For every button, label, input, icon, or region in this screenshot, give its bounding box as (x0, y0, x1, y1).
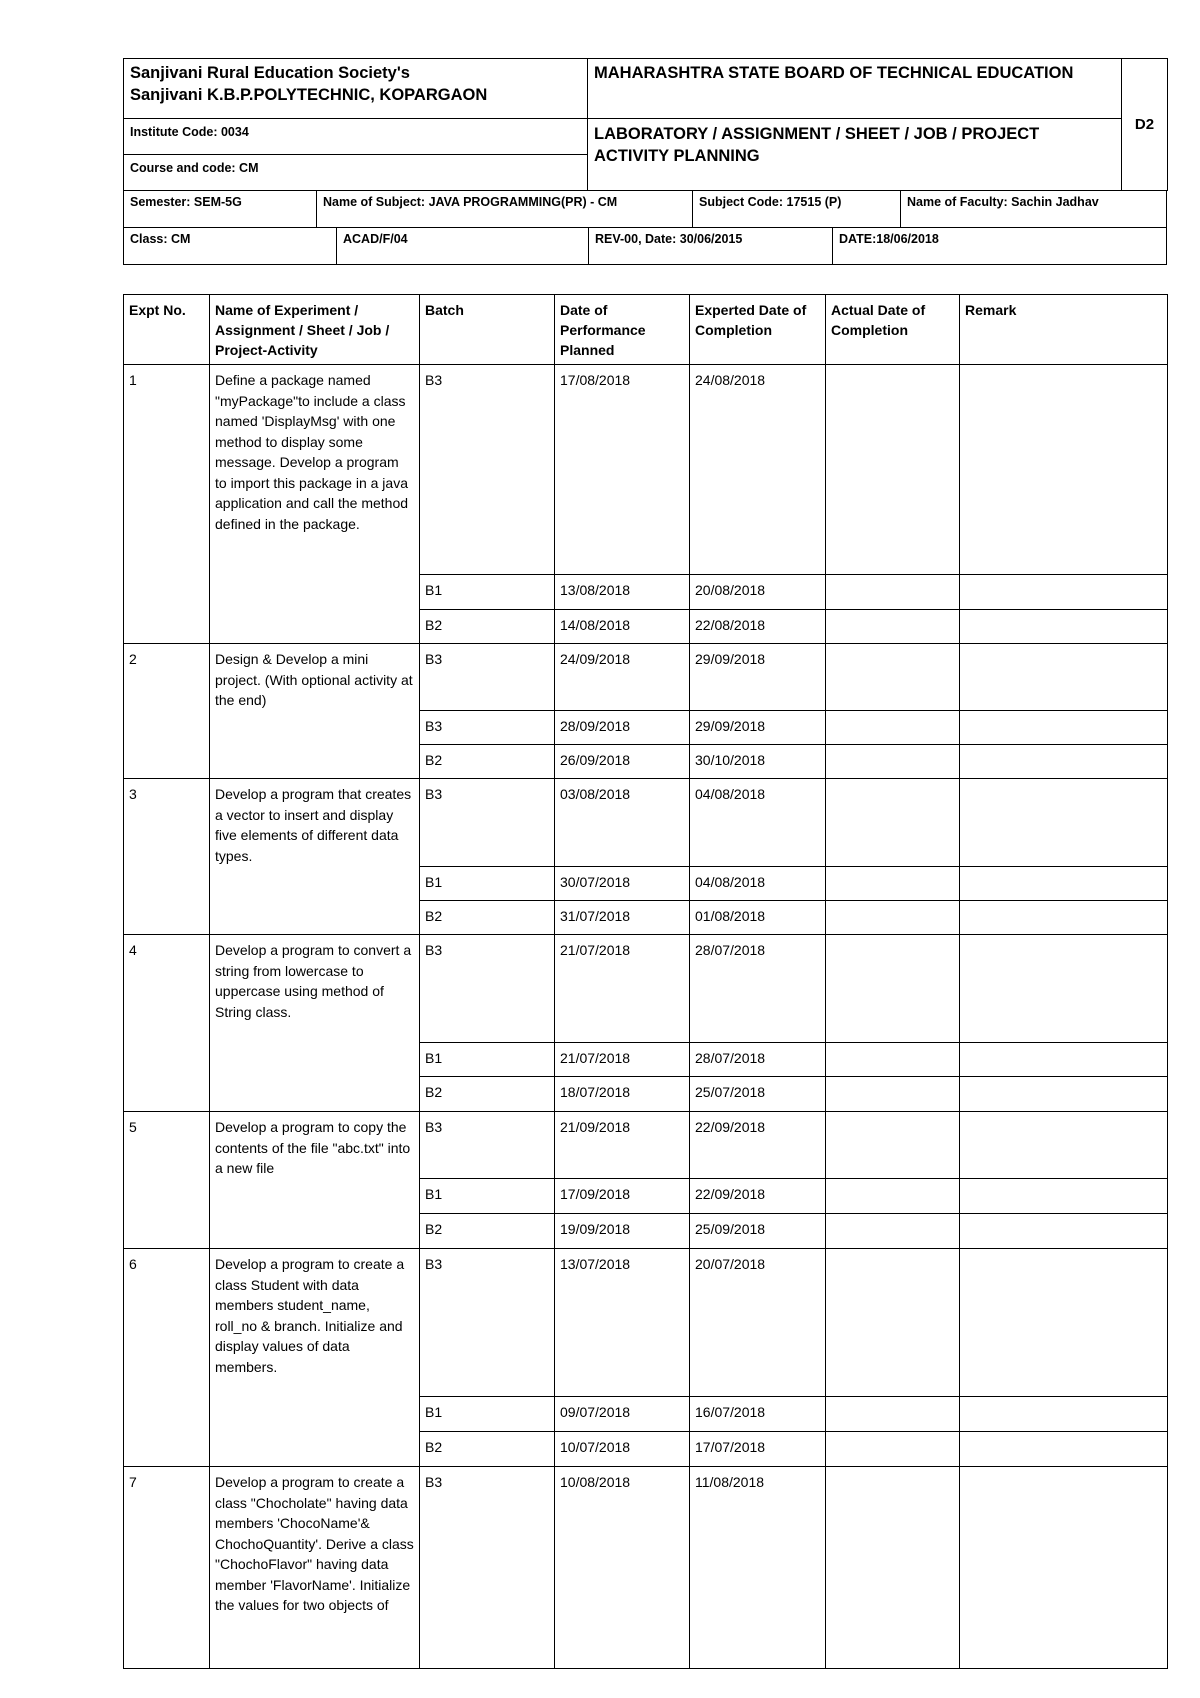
actual-date (826, 1249, 960, 1397)
actual-date (826, 365, 960, 575)
remark (960, 1214, 1168, 1249)
actual-date (826, 1112, 960, 1179)
board-name: MAHARASHTRA STATE BOARD OF TECHNICAL EDUCATION (594, 64, 1074, 82)
expected-date: 29/09/2018 (690, 711, 826, 745)
header-expt-no: Expt No. (124, 295, 210, 365)
actual-date (826, 779, 960, 867)
expected-date: 20/08/2018 (690, 575, 826, 610)
experiment-name: Design & Develop a mini project. (With optional activity at the end) (210, 644, 420, 779)
board-cell (588, 59, 1122, 119)
batch: B3 (420, 935, 555, 1043)
remark (960, 867, 1168, 901)
subject-name: Name of Subject: JAVA PROGRAMMING(PR) - CM (316, 191, 692, 227)
date-planned: 14/08/2018 (555, 610, 690, 644)
actual-date (826, 901, 960, 935)
expected-date: 28/07/2018 (690, 935, 826, 1043)
course-code: Course and code: CM (124, 155, 588, 191)
remark (960, 711, 1168, 745)
batch: B3 (420, 644, 555, 711)
date-planned: 28/09/2018 (555, 711, 690, 745)
expected-date: 25/07/2018 (690, 1077, 826, 1112)
actual-date (826, 867, 960, 901)
semester: Semester: SEM-5G (130, 195, 242, 209)
remark (960, 644, 1168, 711)
subject-code: Subject Code: 17515 (P) (692, 191, 900, 227)
expected-date: 22/09/2018 (690, 1112, 826, 1179)
expt-no: 2 (124, 644, 210, 779)
experiment-name: Develop a program to copy the contents of the file "abc.txt" into a new file (210, 1112, 420, 1249)
batch: B3 (420, 1467, 555, 1669)
actual-date (826, 1214, 960, 1249)
expected-date: 04/08/2018 (690, 867, 826, 901)
table-row (124, 779, 1168, 867)
batch: B3 (420, 1249, 555, 1397)
remark (960, 1467, 1168, 1669)
batch: B3 (420, 779, 555, 867)
batch: B3 (420, 711, 555, 745)
date-planned: 31/07/2018 (555, 901, 690, 935)
document-date: DATE:18/06/2018 (832, 228, 1166, 264)
date-planned: 18/07/2018 (555, 1077, 690, 1112)
polytechnic-name: Sanjivani K.B.P.POLYTECHNIC, KOPARGAON (130, 86, 488, 104)
header-actual-date: Actual Date of Completion (826, 295, 960, 365)
date-planned: 21/07/2018 (555, 935, 690, 1043)
experiment-name: Develop a program to create a class "Chocholate" having data members 'ChocoName'& ChochoQuantity'. Derive a class "ChochoFlavor" having data member 'FlavorName'. Initialize the values for two objects of (210, 1467, 420, 1669)
actual-date (826, 1043, 960, 1077)
date-planned: 30/07/2018 (555, 867, 690, 901)
experiment-name: Define a package named "myPackage"to include a class named 'DisplayMsg' with one method to display some message. Develop a program to import this package in a java application and call the method defined in the package. (210, 365, 420, 644)
actual-date (826, 575, 960, 610)
date-planned: 21/07/2018 (555, 1043, 690, 1077)
experiment-name: Develop a program to create a class Student with data members student_name, roll_no & branch. Initialize and display values of data members. (210, 1249, 420, 1467)
expected-date: 22/09/2018 (690, 1179, 826, 1214)
planning-title-cell (588, 119, 1122, 191)
expt-no: 7 (124, 1467, 210, 1669)
actual-date (826, 1432, 960, 1467)
date-planned: 19/09/2018 (555, 1214, 690, 1249)
actual-date (826, 1467, 960, 1669)
remark (960, 935, 1168, 1043)
remark (960, 1043, 1168, 1077)
expt-no: 4 (124, 935, 210, 1112)
batch: B1 (420, 1043, 555, 1077)
actual-date (826, 610, 960, 644)
batch: B3 (420, 365, 555, 575)
batch: B2 (420, 1432, 555, 1467)
actual-date (826, 1179, 960, 1214)
remark (960, 1397, 1168, 1432)
subject-row (123, 190, 1167, 228)
batch: B1 (420, 575, 555, 610)
header-remark: Remark (960, 295, 1168, 365)
header-table (123, 58, 1168, 191)
batch: B2 (420, 745, 555, 779)
expt-no: 3 (124, 779, 210, 935)
doc-code: D2 (1122, 59, 1168, 191)
table-row (124, 365, 1168, 575)
expt-no: 6 (124, 1249, 210, 1467)
header-expected-date: Experted Date of Completion (690, 295, 826, 365)
batch: B1 (420, 1179, 555, 1214)
revision: REV-00, Date: 30/06/2015 (588, 228, 832, 264)
expected-date: 17/07/2018 (690, 1432, 826, 1467)
batch: B2 (420, 1077, 555, 1112)
expected-date: 16/07/2018 (690, 1397, 826, 1432)
expected-date: 20/07/2018 (690, 1249, 826, 1397)
date-planned: 09/07/2018 (555, 1397, 690, 1432)
form-number: ACAD/F/04 (336, 228, 588, 264)
table-row (124, 935, 1168, 1043)
remark (960, 1112, 1168, 1179)
expected-date: 24/08/2018 (690, 365, 826, 575)
actual-date (826, 935, 960, 1043)
batch: B1 (420, 867, 555, 901)
date-planned: 10/08/2018 (555, 1467, 690, 1669)
table-header-row (124, 295, 1168, 365)
experiment-name: Develop a program to convert a string from lowercase to uppercase using method of String class. (210, 935, 420, 1112)
expected-date: 04/08/2018 (690, 779, 826, 867)
faculty-name: Name of Faculty: Sachin Jadhav (900, 191, 1166, 227)
institution-cell (124, 59, 588, 119)
date-planned: 13/08/2018 (555, 575, 690, 610)
expt-no: 5 (124, 1112, 210, 1249)
date-planned: 10/07/2018 (555, 1432, 690, 1467)
date-planned: 03/08/2018 (555, 779, 690, 867)
expected-date: 30/10/2018 (690, 745, 826, 779)
date-planned: 26/09/2018 (555, 745, 690, 779)
actual-date (826, 644, 960, 711)
remark (960, 610, 1168, 644)
table-row (124, 1249, 1168, 1397)
expt-no: 1 (124, 365, 210, 644)
expected-date: 01/08/2018 (690, 901, 826, 935)
date-planned: 24/09/2018 (555, 644, 690, 711)
class-label: Class: CM (130, 232, 191, 246)
remark (960, 901, 1168, 935)
table-row (124, 644, 1168, 711)
remark (960, 1432, 1168, 1467)
institute-code: Institute Code: 0034 (124, 119, 588, 155)
remark (960, 575, 1168, 610)
date-planned: 17/08/2018 (555, 365, 690, 575)
actual-date (826, 1077, 960, 1112)
batch: B2 (420, 901, 555, 935)
date-planned: 21/09/2018 (555, 1112, 690, 1179)
date-planned: 17/09/2018 (555, 1179, 690, 1214)
expected-date: 28/07/2018 (690, 1043, 826, 1077)
remark (960, 1249, 1168, 1397)
expected-date: 11/08/2018 (690, 1467, 826, 1669)
batch: B2 (420, 1214, 555, 1249)
table-row (124, 1467, 1168, 1669)
batch: B3 (420, 1112, 555, 1179)
batch: B2 (420, 610, 555, 644)
society-name: Sanjivani Rural Education Society's (130, 64, 410, 82)
expected-date: 25/09/2018 (690, 1214, 826, 1249)
actual-date (826, 711, 960, 745)
experiment-name: Develop a program that creates a vector to insert and display five elements of different data types. (210, 779, 420, 935)
header-date-planned: Date of Performance Planned (555, 295, 690, 365)
remark (960, 745, 1168, 779)
class-row (123, 227, 1167, 265)
expected-date: 29/09/2018 (690, 644, 826, 711)
actual-date (826, 745, 960, 779)
expected-date: 22/08/2018 (690, 610, 826, 644)
remark (960, 365, 1168, 575)
planning-title: LABORATORY / ASSIGNMENT / SHEET / JOB / PROJECT ACTIVITY PLANNING (594, 125, 1040, 165)
planning-table (123, 294, 1168, 1669)
actual-date (826, 1397, 960, 1432)
remark (960, 1179, 1168, 1214)
header-batch: Batch (420, 295, 555, 365)
table-row (124, 1112, 1168, 1179)
header-experiment-name: Name of Experiment / Assignment / Sheet / Job / Project-Activity (210, 295, 420, 365)
batch: B1 (420, 1397, 555, 1432)
remark (960, 1077, 1168, 1112)
date-planned: 13/07/2018 (555, 1249, 690, 1397)
remark (960, 779, 1168, 867)
